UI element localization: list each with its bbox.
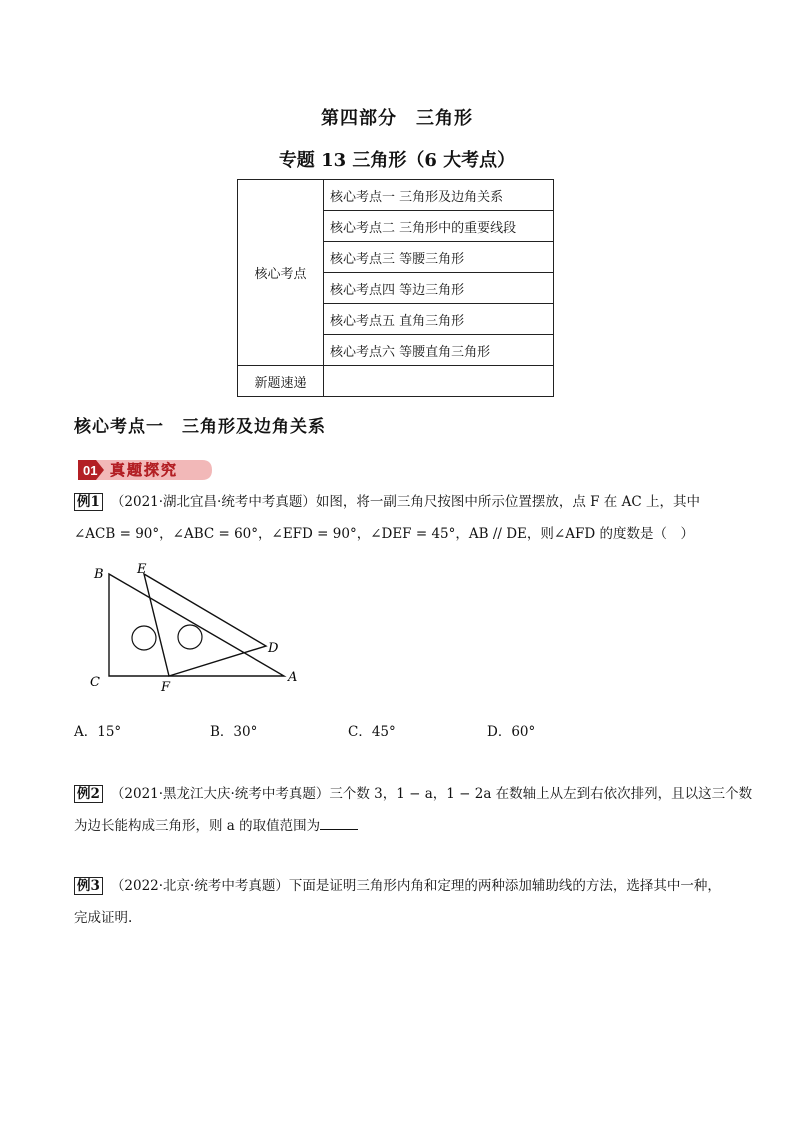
toc-item: 核心考点三 等腰三角形 <box>324 242 554 273</box>
label-c: C <box>90 675 100 690</box>
banner-number: 01 <box>83 463 98 478</box>
ex1-option-d[interactable]: D．60° <box>487 724 536 740</box>
label-b: B <box>94 567 104 582</box>
ex2-text1: （2021·黑龙江大庆·统考中考真题）三个数 3，1 − a，1 − 2a 在数轴上从左到右依次排列，且以这三个数 <box>110 786 753 802</box>
triangle-def <box>144 574 266 676</box>
ex1-option-b[interactable]: B．30° <box>210 724 258 740</box>
label-a: A <box>288 670 298 685</box>
toc-item: 核心考点五 直角三角形 <box>324 304 554 335</box>
toc-item: 核心考点四 等边三角形 <box>324 273 554 304</box>
section-title: 核心考点一 三角形及边角关系 <box>74 417 326 437</box>
toc-extra-value <box>324 366 554 397</box>
ex2-line1 <box>74 778 752 810</box>
ex3-line2: 完成证明. <box>74 910 133 926</box>
part-title: 第四部分 三角形 <box>321 108 473 129</box>
label-f: F <box>161 680 171 695</box>
ex2-answer-blank[interactable] <box>320 817 358 830</box>
ex1-option-a[interactable]: A．15° <box>74 724 122 740</box>
triangle-hole <box>178 625 202 649</box>
triangle-abc <box>109 574 284 676</box>
ex3-tag: 例3 <box>74 877 103 895</box>
triangle-figure <box>84 560 314 700</box>
ex1-text1: （2021·湖北宜昌·统考中考真题）如图，将一副三角尺按图中所示位置摆放，点 F 在 AC 上，其中 <box>110 494 700 510</box>
ex1-tag: 例1 <box>74 493 103 511</box>
toc-item: 核心考点六 等腰直角三角形 <box>324 335 554 366</box>
toc-extra-label: 新题速递 <box>238 366 324 397</box>
label-e: E <box>137 562 147 577</box>
ex2-tag: 例2 <box>74 785 103 803</box>
ex3-text1: （2022·北京·统考中考真题）下面是证明三角形内角和定理的两种添加辅助线的方法，选择其中一种， <box>110 878 721 894</box>
ex1-line1 <box>74 486 700 518</box>
ex2-line2 <box>74 810 358 842</box>
ex1-line2: ∠ACB = 90°，∠ABC = 60°，∠EFD = 90°，∠DEF = 45°，AB // DE，则∠AFD 的度数是（ ） <box>74 526 694 542</box>
toc-group-label: 核心考点 <box>238 180 324 366</box>
ex1-option-c[interactable]: C．45° <box>348 724 396 740</box>
label-d: D <box>268 641 279 656</box>
triangle-hole <box>132 626 156 650</box>
ex3-line1 <box>74 870 721 902</box>
toc-item: 核心考点二 三角形中的重要线段 <box>324 211 554 242</box>
toc-item: 核心考点一 三角形及边角关系 <box>324 180 554 211</box>
ex2-text2: 为边长能构成三角形，则 a 的取值范围为 <box>74 818 321 834</box>
topic-title: 专题 13 三角形（6 大考点） <box>278 150 516 171</box>
section-banner <box>74 457 214 483</box>
toc-table <box>237 179 554 397</box>
banner-text: 真题探究 <box>110 461 179 479</box>
